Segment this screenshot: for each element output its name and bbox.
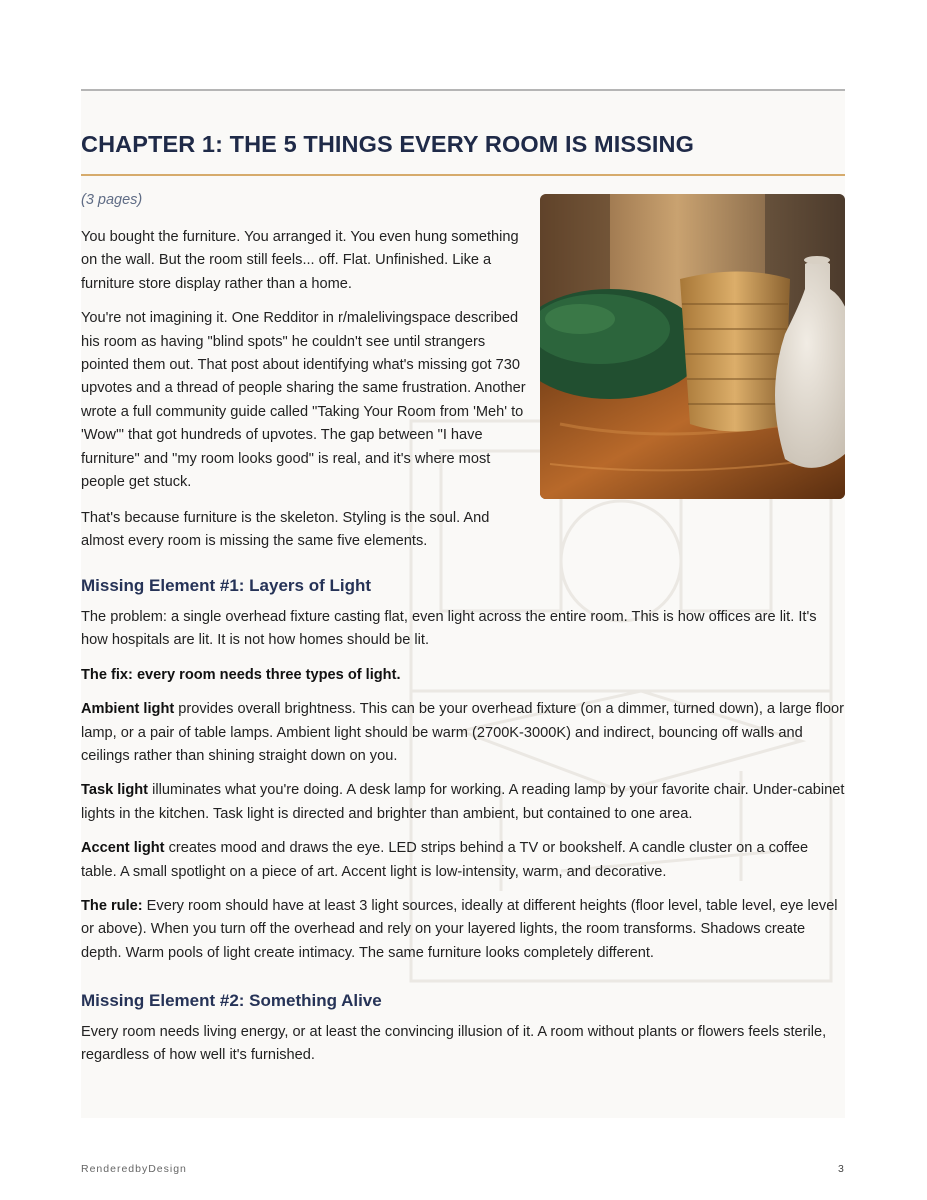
page-number: 3	[838, 1163, 844, 1175]
element-1-heading: Missing Element #1: Layers of Light	[81, 576, 372, 595]
ambient-text: provides overall brightness. This can be your overhead fixture (on a dimmer, turned down), a large floor lamp, or a pair of table lamps. Ambient light should be warm (2700K-3000K) and indirect, bouncing off walls and ceilings rather than shining straight down on you.	[81, 701, 845, 765]
rule-label: The rule:	[81, 898, 143, 915]
element-1-fix	[81, 664, 845, 687]
chapter-title: CHAPTER 1: THE 5 THINGS EVERY ROOM IS MISSING	[81, 131, 694, 157]
ambient-label: Ambient light	[81, 701, 175, 718]
fix-statement: The fix: every room needs three types of light.	[81, 666, 401, 683]
rule-text: Every room should have at least 3 light sources, ideally at different heights (floor level, table level, eye level or above). When you turn off the overhead and rely on your layered lights, the room transforms. Shadows create depth. Warm pools of light create intimacy. The same furniture looks completely different.	[81, 898, 838, 961]
task-text: illuminates what you're doing. A desk lamp for working. A reading lamp by your favorite chair. Under-cabinet lights in the kitchen. Task light is directed and brighter than ambient, but contained to one area.	[81, 782, 845, 822]
accent-label: Accent light	[81, 840, 165, 857]
rule-paragraph	[81, 895, 845, 965]
element-2-heading: Missing Element #2: Something Alive	[81, 991, 382, 1010]
intro-text	[81, 226, 527, 505]
task-paragraph	[81, 779, 845, 826]
missing-element-2-section	[81, 990, 845, 1079]
accent-paragraph	[81, 837, 845, 884]
page-count-note: (3 pages)	[81, 192, 143, 208]
accent-text: creates mood and draws the eye. LED strips behind a TV or bookshelf. A candle cluster on a coffee table. A small spotlight on a piece of art. Accent light is low-intensity, warm, and decorative.	[81, 840, 809, 880]
element-1-problem: The problem: a single overhead fixture casting flat, even light across the entire room. This is how offices are lit. It's how hospitals are lit. It is not how homes should be lit.	[81, 609, 817, 649]
task-label: Task light	[81, 782, 149, 799]
footer-brand: RenderedbyDesign	[81, 1163, 187, 1175]
intro-paragraph-2: You're not imagining it. One Redditor in r/malelivingspace described his room as having "blind spots" he couldn't see until strangers pointed them out. That post about identifying what's missing got 730 upvotes and a thread of people sharing the same frustration. Another wrote a full community guide called "Taking Your Room from 'Meh' to 'Wow'" that got hundreds of upvotes. The gap between "I have furniture" and "my room looks good" is real, and it's where most people get stuck.	[81, 310, 526, 491]
decor-photo	[540, 194, 845, 499]
closing-paragraph: That's because furniture is the skeleton. Styling is the soul. And almost every room is missing the same five elements.	[81, 510, 490, 550]
ambient-paragraph	[81, 698, 845, 768]
title-underline	[81, 174, 845, 176]
element-2-text: Every room needs living energy, or at least the convincing illusion of it. A room without plants or flowers feels sterile, regardless of how well it's furnished.	[81, 1024, 827, 1064]
missing-element-1-section	[81, 575, 845, 976]
closing-text	[81, 507, 527, 554]
intro-paragraph-1: You bought the furniture. You arranged it. You even hung something on the wall. But the room still feels... off. Flat. Unfinished. Like a furniture store display rather than a home.	[81, 229, 519, 292]
